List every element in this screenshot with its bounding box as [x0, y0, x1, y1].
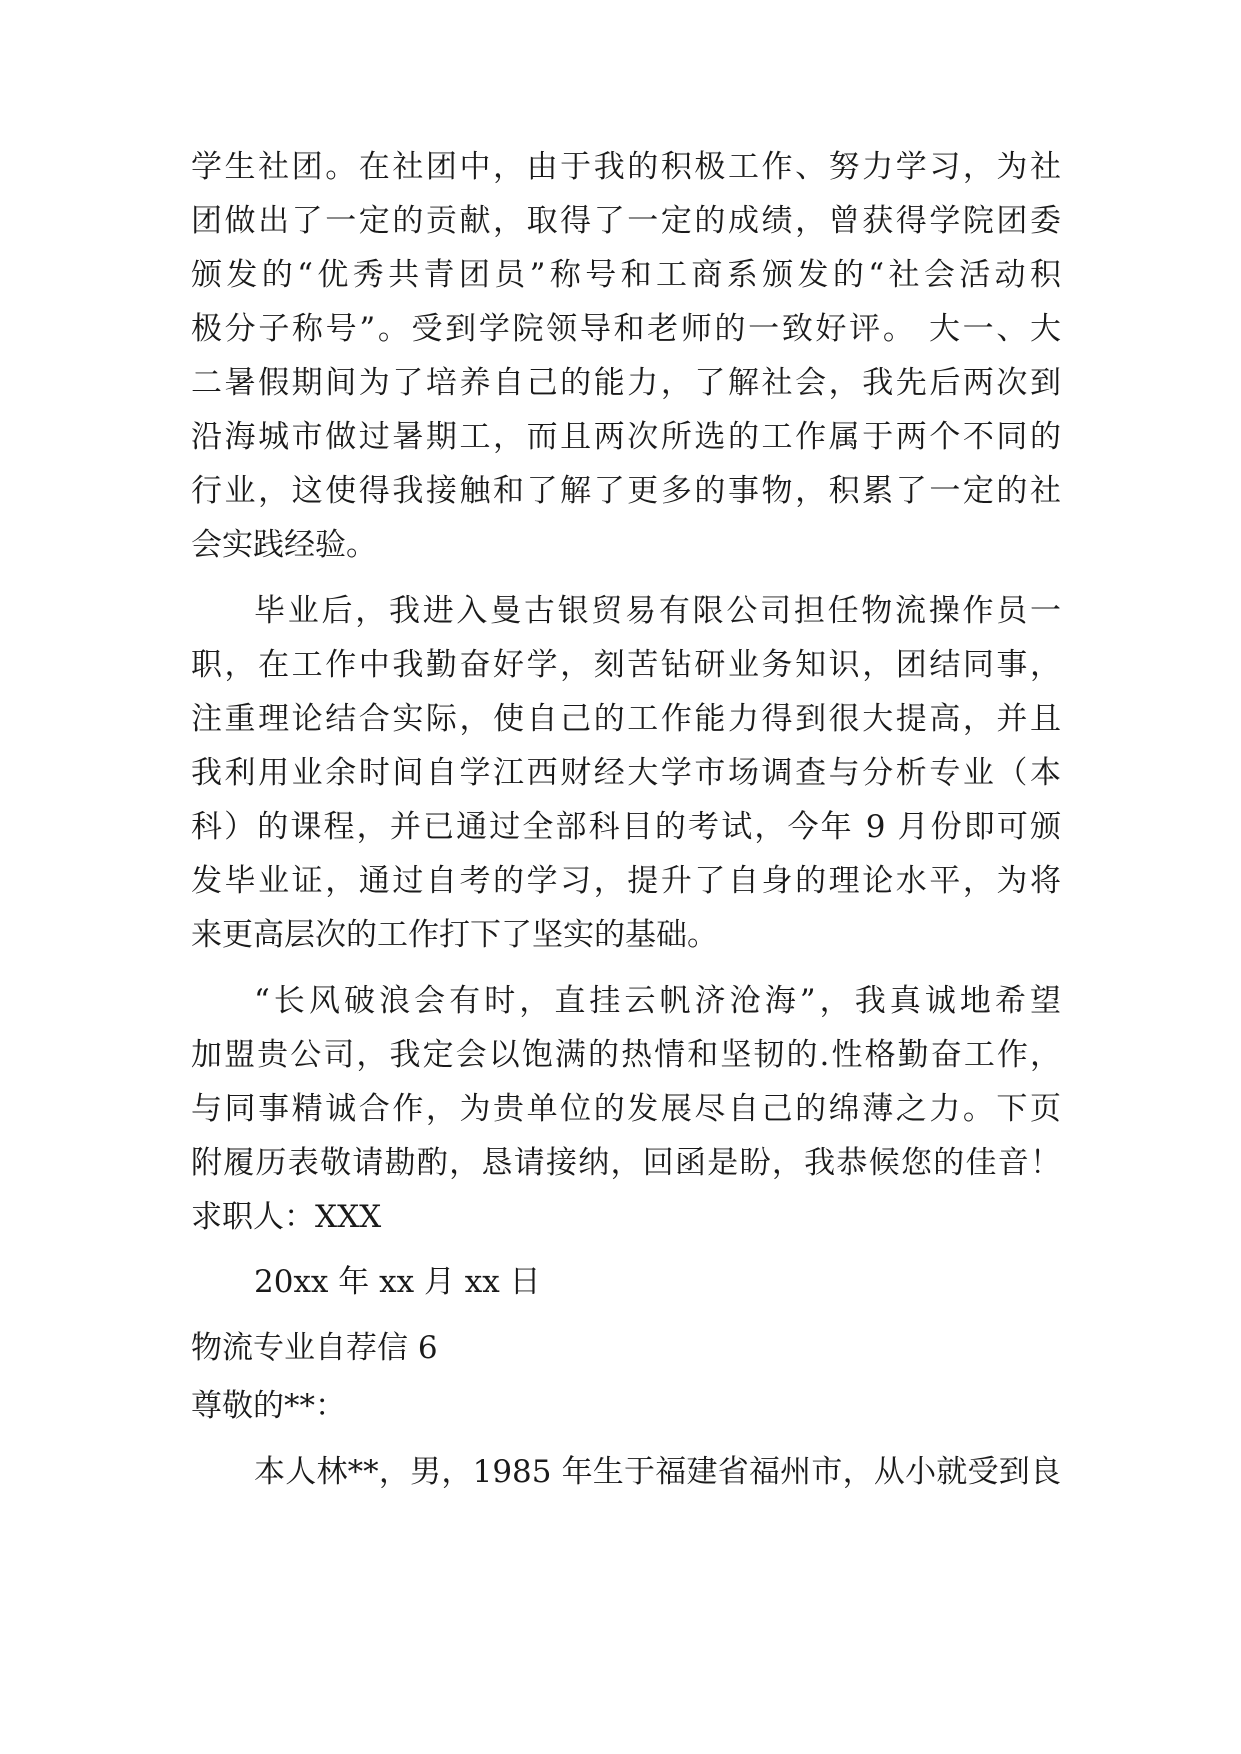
- paragraph-line: 沿海城市做过暑期工，而且两次所选的工作属于两个不同的: [191, 419, 1061, 455]
- salutation: 尊敬的**：: [191, 1388, 346, 1424]
- date-line: 20xx 年 xx 月 xx 日: [254, 1264, 541, 1300]
- paragraph-line: 附履历表敬请勘酌，恳请接纳，回函是盼，我恭候您的佳音！: [191, 1145, 1061, 1181]
- paragraph-line: 我利用业余时间自学江西财经大学市场调查与分析专业（本: [191, 755, 1061, 791]
- paragraph-line: 本人林**，男，1985 年生于福建省福州市，从小就受到良: [254, 1454, 1061, 1490]
- paragraph-line: 与同事精诚合作，为贵单位的发展尽自己的绵薄之力。下页: [191, 1091, 1061, 1127]
- paragraph-line: 会实践经验。: [191, 527, 377, 563]
- paragraph-line: 注重理论结合实际，使自己的工作能力得到很大提高，并且: [191, 701, 1061, 737]
- paragraph-line: 团做出了一定的贡献，取得了一定的成绩，曾获得学院团委: [191, 203, 1061, 239]
- paragraph-line: 职，在工作中我勤奋好学，刻苦钻研业务知识，团结同事，: [191, 647, 1061, 683]
- paragraph-line: 二暑假期间为了培养自己的能力，了解社会，我先后两次到: [191, 365, 1061, 401]
- paragraph-line: 来更高层次的工作打下了坚实的基础。: [191, 917, 718, 953]
- paragraph-line: 行业，这使得我接触和了解了更多的事物，积累了一定的社: [191, 473, 1061, 509]
- paragraph-line: 颁发的“优秀共青团员”称号和工商系颁发的“社会活动积: [191, 257, 1061, 293]
- signature-line: 求职人：XXX: [191, 1199, 382, 1235]
- paragraph-line: 极分子称号”。受到学院领导和老师的一致好评。 大一、大: [191, 311, 1061, 347]
- paragraph-line: 发毕业证，通过自考的学习，提升了自身的理论水平，为将: [191, 863, 1061, 899]
- paragraph-line: 毕业后，我进入曼古银贸易有限公司担任物流操作员一: [254, 593, 1061, 629]
- paragraph-line: 加盟贵公司，我定会以饱满的热情和坚韧的.性格勤奋工作，: [191, 1037, 1061, 1073]
- paragraph-line: 学生社团。在社团中，由于我的积极工作、努力学习，为社: [191, 149, 1061, 185]
- paragraph-line: “长风破浪会有时，直挂云帆济沧海”，我真诚地希望: [254, 983, 1061, 1019]
- paragraph-line: 科）的课程，并已通过全部科目的考试，今年 9 月份即可颁: [191, 809, 1061, 845]
- section-title: 物流专业自荐信 6: [191, 1330, 438, 1366]
